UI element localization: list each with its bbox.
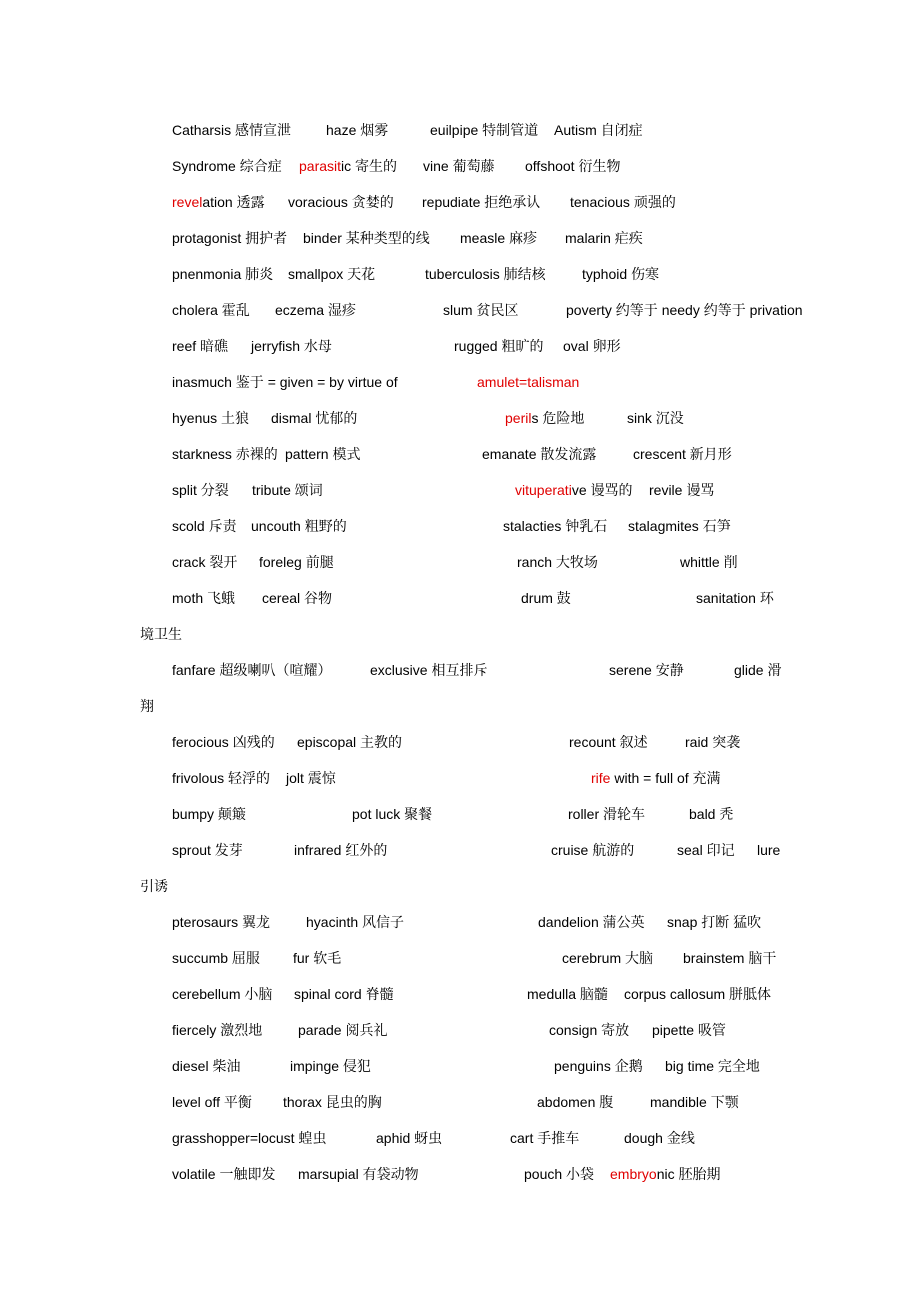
vocab-line	[172, 444, 820, 464]
vocab-entry: tribute 颂词	[252, 482, 323, 498]
vocab-line	[172, 372, 820, 392]
vocab-entry: malarin 疟疾	[565, 230, 643, 246]
vocab-entry: succumb 屈服	[172, 950, 260, 966]
vocab-entry: big time 完全地	[665, 1058, 760, 1074]
vocab-entry: fur 软毛	[293, 950, 342, 966]
highlighted-prefix: amulet=talisman	[477, 374, 580, 390]
vocab-entry: mandible 下颚	[650, 1094, 739, 1110]
vocab-line	[172, 660, 820, 680]
vocab-entry: voracious 贪婪的	[288, 194, 394, 210]
vocab-entry: grasshopper=locust 蝗虫	[172, 1130, 327, 1146]
vocab-entry: binder 某种类型的线	[303, 230, 430, 246]
vocab-line	[172, 1164, 820, 1184]
vocab-entry: poverty 约等于 needy 约等于 privation	[566, 302, 803, 318]
vocab-entry: crescent 新月形	[633, 446, 732, 462]
vocab-entry: stalagmites 石笋	[628, 518, 731, 534]
vocab-entry: lure	[757, 842, 781, 858]
vocab-entry: snap 打断 猛吹	[667, 914, 762, 930]
vocab-entry: pnenmonia 肺炎	[172, 266, 274, 282]
vocab-entry: Syndrome 综合症	[172, 158, 282, 174]
vocab-entry: parasitic 寄生的	[299, 158, 398, 174]
vocab-line	[172, 120, 820, 140]
vocab-entry: ferocious 凶残的	[172, 734, 275, 750]
vocab-entry: hyacinth 风信子	[306, 914, 405, 930]
vocab-line	[172, 984, 820, 1004]
vocab-entry: volatile 一触即发	[172, 1166, 276, 1182]
vocab-entry: exclusive 相互排斥	[370, 662, 488, 678]
vocab-entry: rugged 粗旷的	[454, 338, 544, 354]
vocab-line	[172, 1020, 820, 1040]
vocab-entry: fiercely 激烈地	[172, 1022, 263, 1038]
highlighted-prefix: parasit	[299, 158, 342, 174]
vocab-entry: level off 平衡	[172, 1094, 252, 1110]
vocab-line	[172, 336, 820, 356]
vocab-entry: sink 沉没	[627, 410, 684, 426]
vocab-entry: brainstem 脑干	[683, 950, 777, 966]
vocab-entry: inasmuch 鉴于 = given = by virtue of	[172, 374, 398, 390]
highlighted-prefix: embryo	[610, 1166, 657, 1182]
vocab-entry: bumpy 颠簸	[172, 806, 246, 822]
vocab-line	[172, 912, 820, 932]
vocab-entry: fanfare 超级喇叭（喧耀）	[172, 662, 332, 678]
vocab-entry: cruise 航游的	[551, 842, 635, 858]
vocab-entry: tenacious 顽强的	[570, 194, 676, 210]
vocab-entry: revelation 透露	[172, 194, 265, 210]
vocab-entry: marsupial 有袋动物	[298, 1166, 419, 1182]
vocab-entry: infrared 红外的	[294, 842, 388, 858]
vocab-entry: seal 印记	[677, 842, 735, 858]
vocab-entry: thorax 昆虫的胸	[283, 1094, 382, 1110]
vocab-entry: sanitation 环	[696, 590, 774, 606]
vocab-entry: whittle 削	[680, 554, 738, 570]
vocab-entry: revile 谩骂	[649, 482, 715, 498]
vocab-entry: spinal cord 脊髓	[294, 986, 394, 1002]
vocab-entry: dandelion 蒲公英	[538, 914, 645, 930]
vocab-entry: perils 危险地	[505, 410, 585, 426]
vocab-entry: measle 麻疹	[460, 230, 538, 246]
vocab-entry: crack 裂开	[172, 554, 238, 570]
vocab-entry: dismal 忧郁的	[271, 410, 358, 426]
vocab-entry: impinge 侵犯	[290, 1058, 371, 1074]
vocab-entry: slum 贫民区	[443, 302, 519, 318]
vocab-entry: euilpipe 特制管道	[430, 122, 539, 138]
vocab-entry: parade 阅兵礼	[298, 1022, 388, 1038]
vocab-entry: medulla 脑髓	[527, 986, 608, 1002]
vocab-entry: drum 鼓	[521, 590, 571, 606]
vocab-line	[172, 948, 820, 968]
vocab-entry: emanate 散发流露	[482, 446, 597, 462]
vocab-entry: pipette 吸管	[652, 1022, 726, 1038]
vocab-entry: cholera 霍乱	[172, 302, 250, 318]
vocab-entry: pot luck 聚餐	[352, 806, 433, 822]
vocab-entry: cerebrum 大脑	[562, 950, 654, 966]
vocab-line	[172, 192, 820, 212]
vocab-entry: typhoid 伤寒	[582, 266, 660, 282]
vocab-entry: moth 飞蛾	[172, 590, 236, 606]
vocab-line	[172, 156, 820, 176]
vocab-entry: oval 卵形	[563, 338, 621, 354]
vocab-line	[172, 552, 820, 572]
vocab-entry: raid 突袭	[685, 734, 741, 750]
vocab-entry: repudiate 拒绝承认	[422, 194, 541, 210]
vocab-line	[172, 480, 820, 500]
vocab-entry: sprout 发芽	[172, 842, 243, 858]
highlighted-prefix: revel	[172, 194, 203, 210]
vocab-entry: bald 秃	[689, 806, 734, 822]
vocab-entry: hyenus 土狼	[172, 410, 250, 426]
vocab-entry: jolt 震惊	[286, 770, 336, 786]
vocab-entry: jerryfish 水母	[251, 338, 332, 354]
vocab-entry: starkness 赤裸的	[172, 446, 278, 462]
vocab-entry: ranch 大牧场	[517, 554, 598, 570]
vocab-entry: uncouth 粗野的	[251, 518, 347, 534]
vocab-entry: pattern 模式	[285, 446, 361, 462]
vocab-entry: roller 滑轮车	[568, 806, 646, 822]
vocab-entry: offshoot 衍生物	[525, 158, 621, 174]
vocab-line	[172, 1056, 820, 1076]
vocab-entry: corpus callosum 胼胝体	[624, 986, 772, 1002]
vocab-entry: frivolous 轻浮的	[172, 770, 271, 786]
vocab-entry: stalacties 钟乳石	[503, 518, 608, 534]
vocab-entry: reef 暗礁	[172, 338, 229, 354]
vocab-line	[172, 840, 820, 860]
vocab-line	[172, 408, 820, 428]
vocab-entry: 引诱	[140, 878, 168, 894]
vocab-entry: pterosaurs 翼龙	[172, 914, 271, 930]
vocab-entry: aphid 蚜虫	[376, 1130, 443, 1146]
vocab-entry: glide 滑	[734, 662, 782, 678]
vocab-entry: penguins 企鹅	[554, 1058, 643, 1074]
vocab-line	[172, 228, 820, 248]
vocab-entry: Autism 自闭症	[554, 122, 643, 138]
vocab-entry: smallpox 天花	[288, 266, 376, 282]
vocab-line	[172, 1092, 820, 1112]
vocab-entry: vituperative 谩骂的	[515, 482, 633, 498]
vocab-entry	[477, 372, 579, 392]
vocab-entry: cerebellum 小脑	[172, 986, 273, 1002]
vocab-line	[172, 768, 820, 788]
vocab-entry: abdomen 腹	[537, 1094, 614, 1110]
vocab-entry: embryonic 胚胎期	[610, 1166, 721, 1182]
vocab-entry: tuberculosis 肺结核	[425, 266, 546, 282]
vocab-entry: scold 斥责	[172, 518, 237, 534]
vocab-entry: consign 寄放	[549, 1022, 630, 1038]
vocab-line	[172, 588, 820, 608]
vocab-entry: 境卫生	[140, 626, 182, 642]
vocab-entry: episcopal 主教的	[297, 734, 403, 750]
vocab-line	[172, 1128, 820, 1148]
vocab-entry: serene 安静	[609, 662, 684, 678]
vocab-line	[172, 732, 820, 752]
vocab-entry: haze 烟雾	[326, 122, 389, 138]
vocab-entry: Catharsis 感情宣泄	[172, 122, 292, 138]
vocab-line	[172, 300, 820, 320]
vocab-entry: 翔	[140, 698, 154, 714]
vocab-entry: foreleg 前腿	[259, 554, 334, 570]
vocab-line	[172, 264, 820, 284]
vocab-entry: dough 金线	[624, 1130, 695, 1146]
vocab-entry: diesel 柴油	[172, 1058, 241, 1074]
highlighted-prefix: vituperati	[515, 482, 572, 498]
highlighted-prefix: rife	[591, 770, 611, 786]
vocab-entry: vine 葡萄藤	[423, 158, 495, 174]
vocab-entry: rife with = full of 充满	[591, 770, 721, 786]
vocab-entry: protagonist 拥护者	[172, 230, 288, 246]
vocab-entry: split 分裂	[172, 482, 229, 498]
vocab-entry: cereal 谷物	[262, 590, 333, 606]
highlighted-prefix: peril	[505, 410, 532, 426]
vocab-entry: recount 叙述	[569, 734, 648, 750]
vocab-entry: pouch 小袋	[524, 1166, 595, 1182]
vocab-entry: cart 手推车	[510, 1130, 580, 1146]
vocab-entry: eczema 湿疹	[275, 302, 356, 318]
vocab-line	[172, 516, 820, 536]
vocab-line	[172, 804, 820, 824]
